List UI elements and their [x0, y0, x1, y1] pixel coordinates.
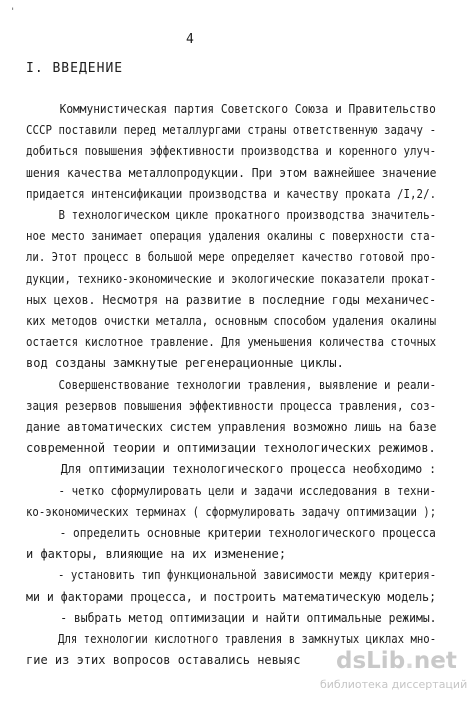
text-line: остается кислотное травление. Для уменьшения количества сточных: [26, 335, 437, 350]
text-line: Совершенствование технологии травления, выявление и реали-: [26, 377, 437, 392]
text-line: ных цехов. Несмотря на развитие в последние годы механичес-: [26, 292, 437, 307]
text-line: - определить основные критерии технологического процесса: [26, 526, 436, 540]
text-line: ко-экономических терминах ( сформулировать задачу оптимизации );: [26, 504, 437, 519]
text-line: добиться повышения эффективности производства и коренного улуч-: [26, 144, 437, 159]
text-line: дание автоматических систем управления возможно лишь на базе: [26, 420, 437, 434]
text-line: вод созданы замкнутые регенерационные циклы.: [26, 356, 344, 371]
text-line: шения качества металлопродукции. При этом важнейшее значение: [26, 165, 437, 180]
text-line: гие из этих вопросов оставались невыяс: [26, 653, 301, 668]
text-line: ких методов очистки металла, основным способом удаления окалины: [26, 314, 437, 328]
text-line: придается интенсификации производства и качеству проката /I,2/.: [26, 186, 437, 201]
watermark: [320, 648, 467, 698]
text-line: - установить тип функциональной зависимости между критерия-: [26, 568, 437, 583]
text-line: и факторы, влияющие на их изменение;: [26, 547, 287, 562]
text-line: современной теории и оптимизации технологических режимов.: [26, 441, 436, 456]
watermark-subtitle: библиотека диссертаций: [320, 678, 467, 691]
text-line: ми и факторами процесса, и построить математическую модель;: [26, 589, 437, 604]
text-line: ное место занимает операция удаления окалины с поверхности ста-: [26, 229, 437, 244]
text-line: - четко сформулировать цели и задачи исследования в техни-: [26, 483, 437, 498]
text-line: СССР поставили перед металлургами страны ответственную задачу -: [26, 123, 437, 138]
section-heading: I. ВВЕДЕНИЕ: [26, 61, 124, 76]
text-line: ли. Этот процесс в большой мере определяет качество готовой про-: [26, 250, 437, 265]
text-line: Коммунистическая партия Советского Союза и Правительство: [26, 102, 436, 116]
text-line: зация резервов повышения эффективности процесса травления, соз-: [26, 398, 437, 413]
text-line: - выбрать метод оптимизации и найти оптимальные режимы.: [26, 610, 437, 625]
text-line: В технологическом цикле прокатного производства значитель-: [26, 208, 437, 222]
text-line: Для технологии кислотного травления в замкнутых циклах мно-: [26, 632, 437, 646]
watermark-logo: dsLib.net: [336, 648, 457, 674]
page-number: 4: [186, 32, 194, 47]
text-line: Для оптимизации технологического процесса необходимо :: [26, 462, 437, 477]
text-line: дукции, технико-экономические и экологические показатели прокат-: [26, 271, 437, 286]
corner-mark: ': [10, 7, 16, 17]
